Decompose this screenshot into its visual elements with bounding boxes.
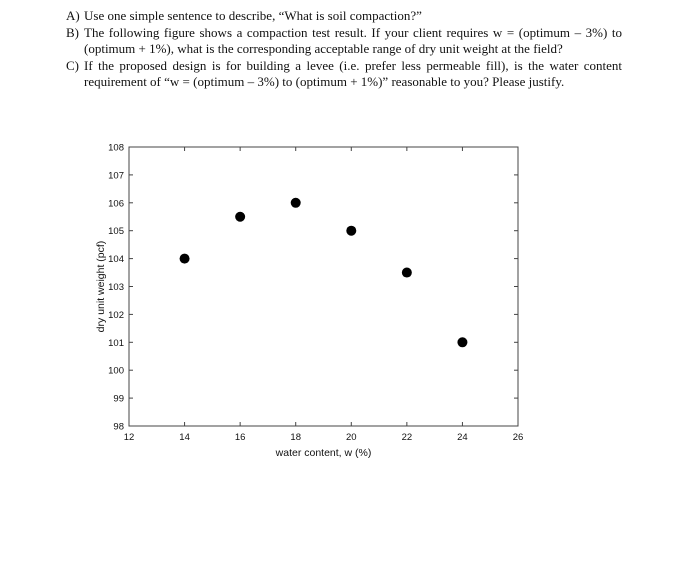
x-tick-label: 18: [290, 432, 302, 443]
data-point-3: [291, 198, 301, 208]
y-tick-label: 104: [108, 254, 124, 266]
x-axis-ticks: [124, 147, 524, 443]
question-a-text: Use one simple sentence to describe, “What is soil compaction?”: [84, 8, 422, 23]
y-tick-label: 99: [113, 393, 124, 405]
y-tick-label: 108: [108, 142, 124, 154]
x-tick-label: 22: [401, 432, 413, 443]
y-tick-label: 107: [108, 170, 124, 182]
question-b-letter: B): [66, 24, 79, 40]
y-tick-label: 106: [108, 198, 124, 210]
y-tick-label: 100: [108, 365, 124, 377]
x-tick-label: 16: [234, 432, 246, 443]
y-tick-label: 101: [108, 337, 124, 349]
plot-area-frame: [129, 147, 518, 426]
data-points: [180, 198, 468, 347]
x-tick-label: 24: [457, 432, 468, 443]
question-c-text: If the proposed design is for building a levee (i.e. prefer less permeable fill), is the water content requirement of “w = (optimum – 3%) to (optimum + 1%)” reasonable to you? Please justify.: [84, 57, 622, 89]
y-axis-label: dry unit weight (pcf): [95, 240, 107, 333]
data-point-1: [180, 254, 190, 264]
data-point-4: [346, 226, 356, 236]
y-tick-label: 103: [108, 282, 124, 293]
x-tick-label: 20: [345, 432, 357, 443]
data-point-2: [235, 212, 245, 222]
y-axis-ticks: [108, 143, 518, 433]
y-tick-label: 105: [108, 226, 124, 238]
data-point-5: [402, 268, 412, 278]
y-tick-label: 102: [108, 309, 124, 321]
x-tick-label: 14: [179, 432, 190, 443]
x-tick-label: 12: [123, 432, 135, 443]
x-axis-label: water content, w (%): [275, 447, 372, 459]
question-c-letter: C): [66, 57, 79, 73]
x-tick-label: 26: [512, 432, 524, 443]
question-a-letter: A): [66, 8, 80, 23]
data-point-6: [457, 337, 467, 347]
y-tick-label: 98: [113, 421, 124, 433]
question-b-text: The following figure shows a compaction test result. If your client requires w = (optimum – 3%) to (optimum + 1%), what is the corresponding acceptable range of dry unit weight at the field?: [84, 24, 622, 56]
